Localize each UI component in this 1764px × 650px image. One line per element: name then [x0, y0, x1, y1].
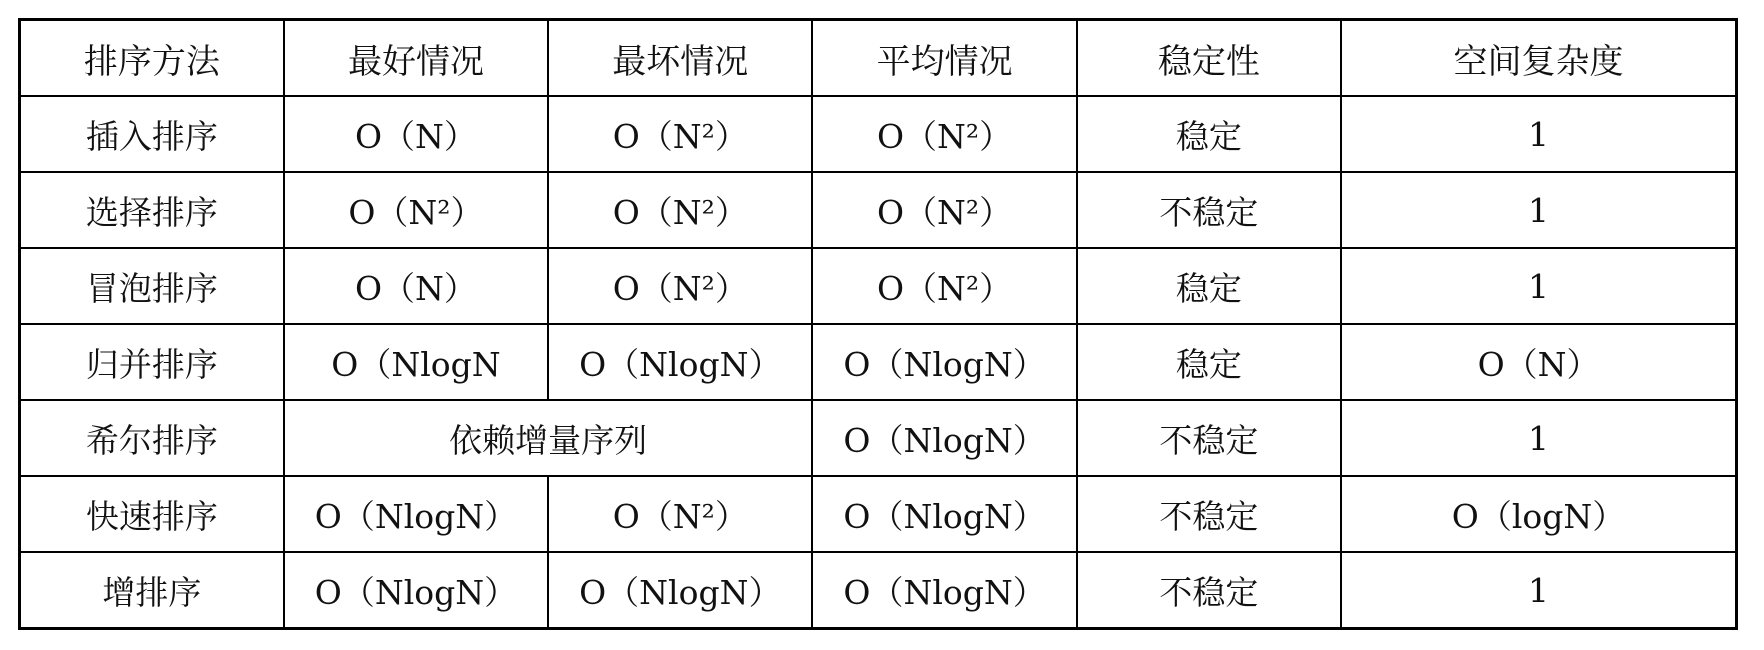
table-row [20, 96, 1737, 172]
header-worst-case: 最坏情况 [548, 20, 812, 97]
row-method-name: 插入排序 [20, 96, 284, 172]
row-method-name: 希尔排序 [20, 400, 284, 476]
row-best-case: O（N） [284, 248, 548, 324]
row-average-case: O（N²） [812, 172, 1076, 248]
row-space-complexity: 1 [1341, 248, 1736, 324]
row-stability: 稳定 [1077, 248, 1341, 324]
row-stability: 稳定 [1077, 96, 1341, 172]
row-best-case: O（NlogN） [284, 552, 548, 629]
row-worst-case: O（NlogN） [548, 552, 812, 629]
row-average-case: O（N²） [812, 248, 1076, 324]
table-row [20, 248, 1737, 324]
table-row [20, 476, 1737, 552]
row-average-case: O（NlogN） [812, 552, 1076, 629]
sorting-complexity-table [18, 18, 1738, 630]
header-method: 排序方法 [20, 20, 284, 97]
table-row [20, 552, 1737, 629]
row-space-complexity: 1 [1341, 400, 1736, 476]
header-row [20, 20, 1737, 97]
row-stability: 不稳定 [1077, 172, 1341, 248]
row-worst-case: O（N²） [548, 476, 812, 552]
header-stability: 稳定性 [1077, 20, 1341, 97]
row-method-name: 冒泡排序 [20, 248, 284, 324]
row-best-case: O（N） [284, 96, 548, 172]
row-average-case: O（NlogN） [812, 400, 1076, 476]
row-best-worst-merged: 依赖增量序列 [284, 400, 813, 476]
header-average-case: 平均情况 [812, 20, 1076, 97]
row-best-case: O（N²） [284, 172, 548, 248]
row-space-complexity: 1 [1341, 96, 1736, 172]
row-space-complexity: O（logN） [1341, 476, 1736, 552]
row-method-name: 快速排序 [20, 476, 284, 552]
row-average-case: O（NlogN） [812, 324, 1076, 400]
row-method-name: 增排序 [20, 552, 284, 629]
row-method-name: 归并排序 [20, 324, 284, 400]
row-space-complexity: O（N） [1341, 324, 1736, 400]
row-space-complexity: 1 [1341, 552, 1736, 629]
row-worst-case: O（NlogN） [548, 324, 812, 400]
row-method-name: 选择排序 [20, 172, 284, 248]
row-stability: 不稳定 [1077, 400, 1341, 476]
row-worst-case: O（N²） [548, 96, 812, 172]
row-space-complexity: 1 [1341, 172, 1736, 248]
row-average-case: O（NlogN） [812, 476, 1076, 552]
table-row [20, 172, 1737, 248]
header-best-case: 最好情况 [284, 20, 548, 97]
row-best-case: O（NlogN [284, 324, 548, 400]
row-worst-case: O（N²） [548, 248, 812, 324]
row-stability: 稳定 [1077, 324, 1341, 400]
row-stability: 不稳定 [1077, 476, 1341, 552]
row-stability: 不稳定 [1077, 552, 1341, 629]
row-worst-case: O（N²） [548, 172, 812, 248]
row-best-case: O（NlogN） [284, 476, 548, 552]
header-space-complexity: 空间复杂度 [1341, 20, 1736, 97]
row-average-case: O（N²） [812, 96, 1076, 172]
table-row [20, 324, 1737, 400]
table-row [20, 400, 1737, 476]
